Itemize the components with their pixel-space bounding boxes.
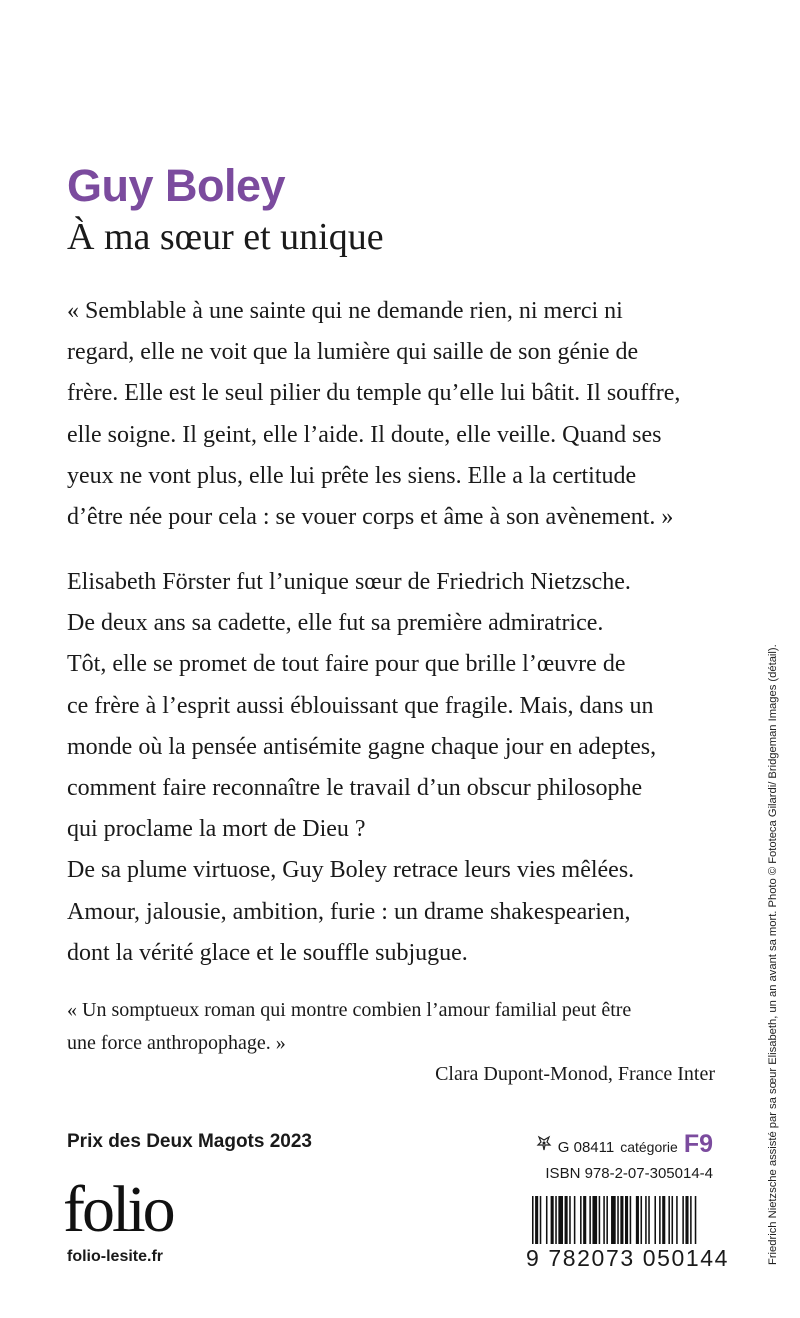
author-name: Guy Boley [67,160,286,211]
quote-line: d’être née pour cela : se vouer corps et âme à son avènement. » [67,504,674,531]
press-quote-line: « Un somptueux roman qui montre combien l’amour familial peut être [67,999,632,1021]
summary-line: ce frère à l’esprit aussi éblouissant que fragile. Mais, dans un [67,692,654,719]
quote-line: regard, elle ne voit que la lumière qui saille de son génie de [67,339,639,366]
quote-line: frère. Elle est le seul pilier du temple qu’elle lui bâtit. Il souffre, [67,380,681,407]
publisher-logo: folio [63,1173,173,1246]
catalog-info [536,1130,713,1160]
category-code: F9 [683,1130,713,1158]
quote-line: elle soigne. Il geint, elle l’aide. Il doute, elle veille. Quand ses [67,421,662,448]
publisher-mark-icon [536,1135,552,1156]
excerpt-quote [67,291,717,538]
press-attribution: Clara Dupont-Monod, France Inter [435,1063,715,1085]
summary-line: qui proclame la mort de Dieu ? [67,816,366,843]
catalog-code: G 08411 [557,1139,615,1156]
photo-credit: Friedrich Nietzsche assisté par sa sœur Elisabeth, un an avant sa mort. Photo © Fototeca Gilardi/ Bridgeman Images (détail). [767,644,779,1265]
book-title: À ma sœur et unique [67,216,384,258]
summary-line: monde où la pensée antisémite gagne chaque jour en adeptes, [67,733,657,760]
quote-line: yeux ne vont plus, elle lui prête les siens. Elle a la certitude [67,462,637,489]
press-quote-line: une force anthropophage. » [67,1032,286,1054]
isbn: ISBN 978-2-07-305014-4 [545,1165,713,1182]
book-summary [67,562,717,974]
category-label: catégorie [620,1139,678,1155]
summary-line: Amour, jalousie, ambition, furie : un drame shakespearien, [67,898,631,925]
summary-line: comment faire reconnaître le travail d’un obscur philosophe [67,775,643,802]
summary-line: Tôt, elle se promet de tout faire pour que brille l’œuvre de [67,651,626,678]
summary-line: De deux ans sa cadette, elle fut sa première admiratrice. [67,610,604,637]
publisher-website: folio-lesite.fr [67,1248,164,1265]
press-quote [67,994,717,1060]
barcode-digits: 9 782073 050144 [526,1245,730,1271]
summary-line: Elisabeth Förster fut l’unique sœur de Friedrich Nietzsche. [67,569,631,595]
quote-line: « Semblable à une sainte qui ne demande rien, ni merci ni [67,298,623,324]
prize-label: Prix des Deux Magots 2023 [67,1131,312,1152]
summary-line: De sa plume virtuose, Guy Boley retrace leurs vies mêlées. [67,857,635,884]
summary-line: dont la vérité glace et le souffle subjugue. [67,939,468,966]
